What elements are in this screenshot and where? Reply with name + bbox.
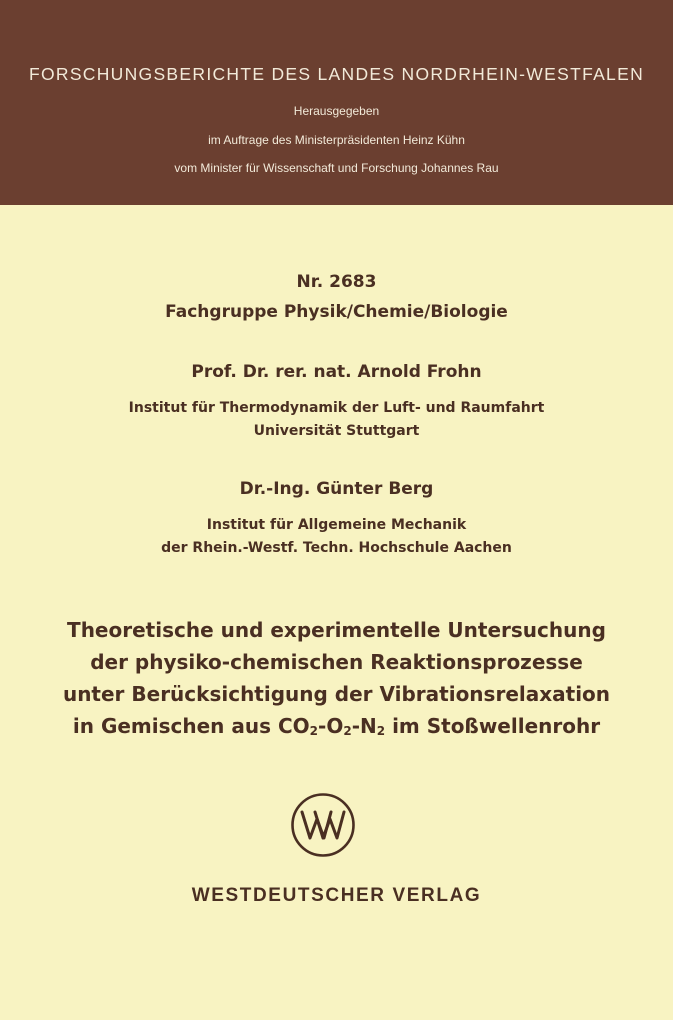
- title-line4-mid2: -N: [351, 714, 377, 738]
- title-line4-suffix: im Stoßwellenrohr: [385, 714, 601, 738]
- author1-institute-line2: Universität Stuttgart: [253, 423, 420, 439]
- author2-institute-line1: Institut für Allgemeine Mechanik: [206, 517, 467, 533]
- subscript-o2: 2: [343, 724, 352, 738]
- title-line4-mid1: -O: [318, 714, 344, 738]
- subscript-co2: 2: [309, 724, 319, 738]
- author2-name: Dr.-Ing. Günter Berg: [239, 479, 434, 499]
- title-line4: [0, 710, 673, 747]
- subscript-n2: 2: [376, 724, 386, 738]
- report-number: Nr. 2683: [296, 272, 377, 292]
- title-line1: Theoretische und experimentelle Untersuchung: [67, 618, 606, 642]
- author1-institute-line1: Institut für Thermodynamik der Luft- und Raumfahrt: [128, 400, 545, 416]
- publisher-name: WESTDEUTSCHER VERLAG: [191, 885, 482, 906]
- author1-name: Prof. Dr. rer. nat. Arnold Frohn: [191, 362, 482, 382]
- header-line-minister: vom Minister für Wissenschaft und Forschung Johannes Rau: [174, 161, 499, 175]
- header-line-herausgegeben: Herausgegeben: [293, 104, 380, 118]
- series-title: FORSCHUNGSBERICHTE DES LANDES NORDRHEIN-WESTFALEN: [28, 64, 645, 84]
- title-line3: unter Berücksichtigung der Vibrationsrelaxation: [62, 682, 611, 706]
- title-line2: der physiko-chemischen Reaktionsprozesse: [90, 650, 583, 674]
- book-title: [0, 614, 673, 747]
- fachgruppe: Fachgruppe Physik/Chemie/Biologie: [165, 302, 508, 322]
- ww-publisher-logo-icon: [290, 792, 356, 858]
- series-header-band: [0, 0, 673, 205]
- header-line-auftrag: im Auftrage des Ministerpräsidenten Heinz Kühn: [208, 133, 465, 147]
- title-line4-prefix: in Gemischen aus CO: [72, 714, 310, 738]
- author2-institute-line2: der Rhein.-Westf. Techn. Hochschule Aachen: [161, 540, 512, 556]
